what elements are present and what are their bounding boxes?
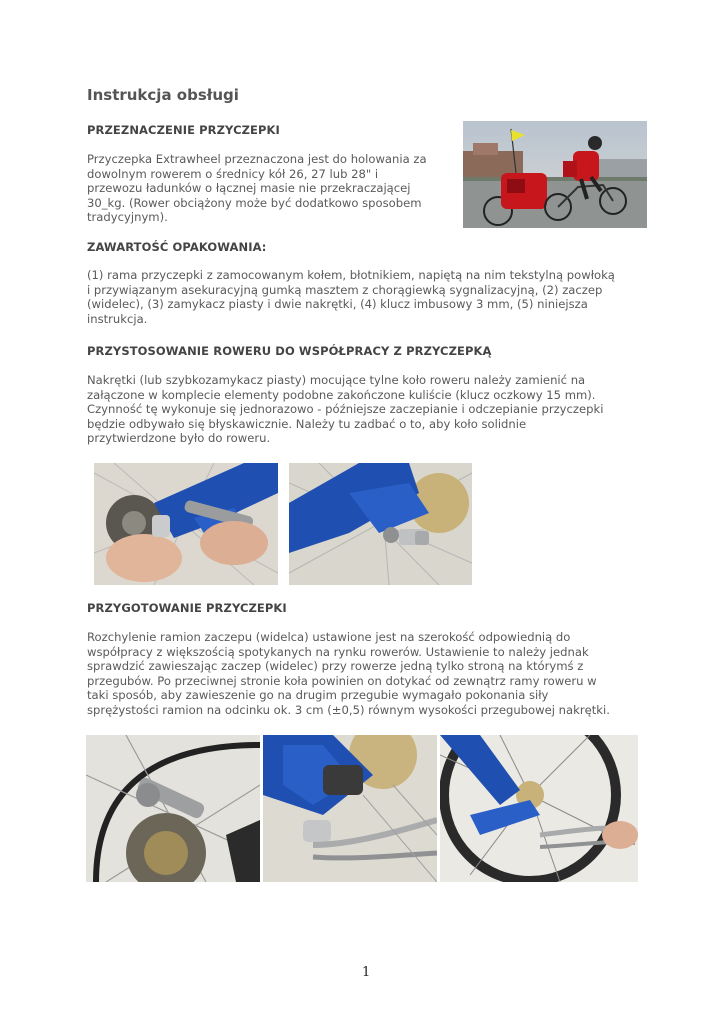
fork-on-hub-closeup-photo (86, 735, 260, 882)
section-paragraph-package-contents: (1) rama przyczepki z zamocowanym kołem, błotnikiem, napiętą na nim tekstylną powłoką i przywiązanym asekuracyjną gumką masztem z chorągiewką sygnalizacyjną, (2) zaczep (widelec), (3) zamykacz piasty i dwie nakrętki, (4) klucz imbusowy 3 mm, (5) niniejsza instrukcja. (87, 268, 615, 326)
page-title: Instrukcja obsługi (87, 86, 239, 104)
hub-nut-installed-photo (289, 463, 472, 585)
section-paragraph-purpose: Przyczepka Extrawheel przeznaczona jest do holowania za dowolnym rowerem o średnicy kół 26, 27 lub 28" i przewozu ładunków o łącznej masie nie przekraczającej 30_kg. (Rower obciążony może być dodatkowo sposobem tradycyjnym). (87, 152, 427, 225)
section-heading-trailer-preparation: PRZYGOTOWANIE PRZYCZEPKI (87, 601, 287, 615)
section-heading-package-contents: ZAWARTOŚĆ OPAKOWANIA: (87, 240, 267, 254)
wrench-on-hub-nut-photo (94, 463, 278, 585)
cyclist-with-trailer-photo (463, 121, 647, 228)
fork-hook-near-frame-photo (263, 735, 437, 882)
section-paragraph-trailer-preparation: Rozchylenie ramion zaczepu (widelca) ustawione jest na szerokość odpowiednią do współpracy z większością spotykanych na rynku rowerów. Ustawienie to należy jednak sprawdzić zawieszając zaczep (widelec) przy rowerze jedną tylko stroną na którymś z przegubów. Po przeciwnej stronie koła powinien on dotykać od zewnątrz ramy roweru w taki sposób, aby zawieszenie go na drugim przegubie wymagało pokonania siły sprężystości ramion na odcinku ok. 3 cm (±0,5) równym wysokości przegubowej nakrętki. (87, 630, 610, 717)
section-paragraph-bike-adaptation: Nakrętki (lub szybkozamykacz piasty) mocujące tylne koło roweru należy zamienić na załączone w komplecie elementy podobne zakończone kuliście (klucz oczkowy 15 mm). Czynność tę wykonuje się jednorazowo - późniejsze zaczepianie i odczepianie przyczepki będzie odbywało się błyskawicznie. Należy tu zadbać o to, aby koło solidnie przytwierdzone było do roweru. (87, 373, 604, 446)
page-number: 1 (362, 965, 371, 980)
section-heading-purpose: PRZEZNACZENIE PRZYCZEPKI (87, 123, 280, 137)
section-heading-bike-adaptation: PRZYSTOSOWANIE ROWERU DO WSPÓŁPRACY Z PRZYCZEPKĄ (87, 344, 492, 358)
rear-wheel-with-trailer-fork-photo (440, 735, 638, 882)
